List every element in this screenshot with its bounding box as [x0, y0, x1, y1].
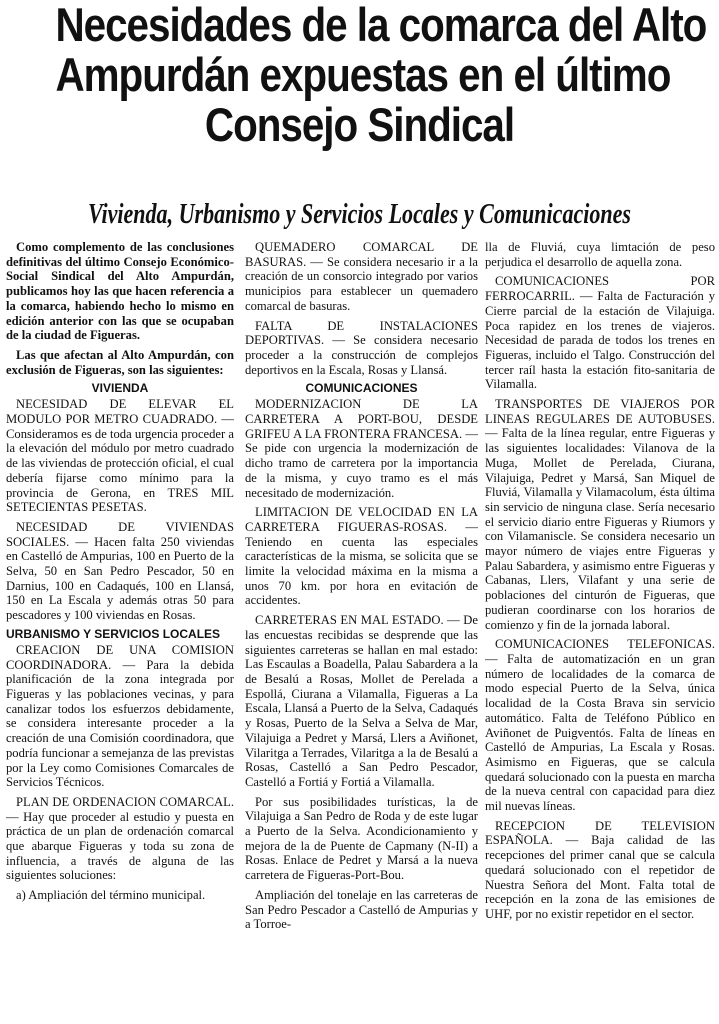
subheadline: Vivienda, Urbanismo y Servicios Locales y Comunicaciones	[87, 198, 632, 230]
paragraph-carreteras: CARRETERAS EN MAL ESTADO. — De las encuestas recibidas se desprende que las siguientes carreteras se hallan en mal estado: Las Escaulas a Boadella, Palau Sabardera a la de Besalú a Rosas, Mollet de Perelada a Espollá, Ciurana a Vilamalla, Figueras a La Escala, Llansá a Puerto de la Selva, Cadaqués y Rosas, Puerto de la Selva a Selva de Mar, Vilajuiga a Pedret y Marsá, Llers a Aviñonet, Vilaritga a Terrades, Vilaritga a la de Besalú a Rosas, Castelló a San Pedro Pescador, Castelló a Fortiá y Fortiá a Vilamalla.	[245, 613, 478, 789]
section-heading-vivienda: VIVIENDA	[91, 381, 149, 396]
paragraph-deportivas: FALTA DE INSTALACIONES DEPORTIVAS. — Se considera necesario proceder a la construcción de complejos deportivos en la Escala, Rosas y Llansá.	[245, 318, 478, 377]
paragraph-plan-ordenacion: PLAN DE ORDENACION COMARCAL. — Hay que proceder al estudio y puesta en práctica de un plan de ordenación comarcal que abarque Figueras y toda su zona de influencia, a través de alguna de las siguientes soluciones:	[6, 794, 234, 883]
headline-line-1: Necesidades de la comarca del Alto	[55, 0, 707, 51]
section-heading-urbanismo: URBANISMO Y SERVICIOS LOCALES	[6, 626, 221, 641]
paragraph-velocidad: LIMITACION DE VELOCIDAD EN LA CARRETERA FIGUERAS-ROSAS. — Teniendo en cuenta las especiales características de la misma, se solicita que se limite la velocidad máxima en la misma a unos 70 km. por hora en evitación de accidentes.	[245, 505, 478, 608]
paragraph-modulo: NECESIDAD DE ELEVAR EL MODULO POR METRO CUADRADO. — Consideramos es de toda urgencia proceder a la elevación del módulo por metro cuadrado de las viviendas de protección oficial, el cual debería fijarse como mínimo para la provincia de Gerona, en TRES MIL SETECIENTAS PESETAS.	[6, 397, 234, 515]
article-column-1	[6, 240, 234, 1024]
headline	[55, 0, 707, 151]
paragraph-viviendas-sociales: NECESIDAD DE VIVIENDAS SOCIALES. — Hacen falta 250 viviendas en Castelló de Ampurias, 100 en Puerto de la Selva, 50 en San Pedro Pescador, 50 en Darnius, 100 en Cadaqués, 100 en Llansá, 150 en La Escala y además otras 50 para pescadores y 100 viviendas en Rosas.	[6, 519, 234, 623]
intro-paragraph: Como complemento de las conclusiones definitivas del último Consejo Económico-Social Sindical del Alto Ampurdán, publicamos hoy las que hacen referencia a la comarca, habiendo hecho lo mismo en edición anterior con las que se ocupaban de la ciudad de Figueras.	[6, 240, 234, 343]
paragraph-ampliacion: a) Ampliación del término municipal.	[16, 888, 206, 903]
paragraph-autobuses: TRANSPORTES DE VIAJEROS POR LINEAS REGULARES DE AUTOBUSES. — Falta de la línea regular, entre Figueras y las siguientes localidades: Vilanova de la Muga, Mollet de Perelada, Ciurana, Vilajuiga, Pedret y Marsá, San Miquel de Fluviá, Vilamalla y Vilamacolum, ésta última sin servicio de ninguna clase. Sería necesario el servicio diario entre Figueras y Riumors y con Vilamaniscle. Se considera necesario un mayor número de viajes entre Figueras y Palau Sabardera, y asimismo entre Figueras y Cabanas, Llers, Vilafant y una serie de poblaciones del cinturón de Figueras, que pudieran coordinarse con los horarios de comienzo y fin de la jornada laboral.	[485, 397, 715, 632]
article-column-3	[485, 240, 715, 1024]
section-heading-comunicaciones: COMUNICACIONES	[305, 381, 418, 396]
paragraph-television: RECEPCION DE TELEVISION ESPAÑOLA. — Baja calidad de las recepciones del primer canal que se calcula quedará solucionado con el repetidor de Nuestra Señora del Mont. Falta total de recepción en la zona de las emisiones de UHF, por no existir repetidor en el sector.	[485, 818, 715, 921]
headline-line-2: Ampurdán expuestas en el último	[55, 48, 671, 101]
headline-line-3: Consejo Sindical	[204, 98, 515, 151]
paragraph-comision: CREACION DE UNA COMISION COORDINADORA. — Para la debida planificación de la zona integrada por Figueras y las poblaciones vecinas, y para canalizar todos los esfuerzos debidamente, se considera interesante proceder a la creación de una Comisión coordinadora, que podría funcionar a semejanza de las previstas por la Ley como Comisiones Comarcales de Servicios Técnicos.	[6, 642, 234, 790]
paragraph-port-bou: MODERNIZACION DE LA CARRETERA A PORT-BOU, DESDE GRIFEU A LA FRONTERA FRANCESA. — Se pide con urgencia la modernización de dicho tramo de carretera por la importancia de la misma, y cuyo tramo es el más necesitado de modernización.	[245, 397, 478, 500]
paragraph-turisticas: Por sus posibilidades turísticas, la de Vilajuiga a San Pedro de Roda y de este lugar a Puerto de la Selva. Acondicionamiento y mejora de la de Puente de Capmany (N-II) a Rosas. Enlace de Pedret y Marsá a la nueva carretera de Figueras-Port-Bou.	[245, 794, 478, 883]
paragraph-continuation: lla de Fluviá, cuya limtación de peso perjudica el desarrollo de aquella zona.	[485, 240, 715, 269]
paragraph-telefonicas: COMUNICACIONES TELEFONICAS. — Falta de automatización en un gran número de localidades de la comarca de modo especial Puerto de la Selva, única localidad de la Costa Brava sin servicio automático. Falta de Teléfono Público en Aviñonet de Puigventós. Falta de líneas en Castelló de Ampurias, La Escala y Rosas. Asimismo en Figueras, que se calcula quedará solucionado con la puesta en marcha de la nueva central con capacidad para diez mil nuevas líneas.	[485, 637, 715, 814]
article-column-2	[245, 240, 478, 1024]
paragraph-quemadero: QUEMADERO COMARCAL DE BASURAS. — Se considera necesario ir a la creación de un consorcio integrado por varios municipios para establecer un quemadero comarcal de basuras.	[245, 240, 478, 313]
intro-paragraph-2: Las que afectan al Alto Ampurdán, con exclusión de Figueras, son las siguientes:	[6, 347, 234, 377]
paragraph-tonelaje: Ampliación del tonelaje en las carreteras de San Pedro Pescador a Castelló de Ampurias y a Torroe-	[245, 887, 478, 932]
paragraph-ferrocarril: COMUNICACIONES POR FERROCARRIL. — Falta de Facturación y Cierre parcial de la estación de Vilajuiga. Poca rapidez en los trenes de viajeros. Necesidad de parada de todos los trenes en Figueras, incluido el Talgo. Construcción del tercer raíl hasta la estación fito-sanitaria de Vilamalla.	[485, 274, 715, 392]
